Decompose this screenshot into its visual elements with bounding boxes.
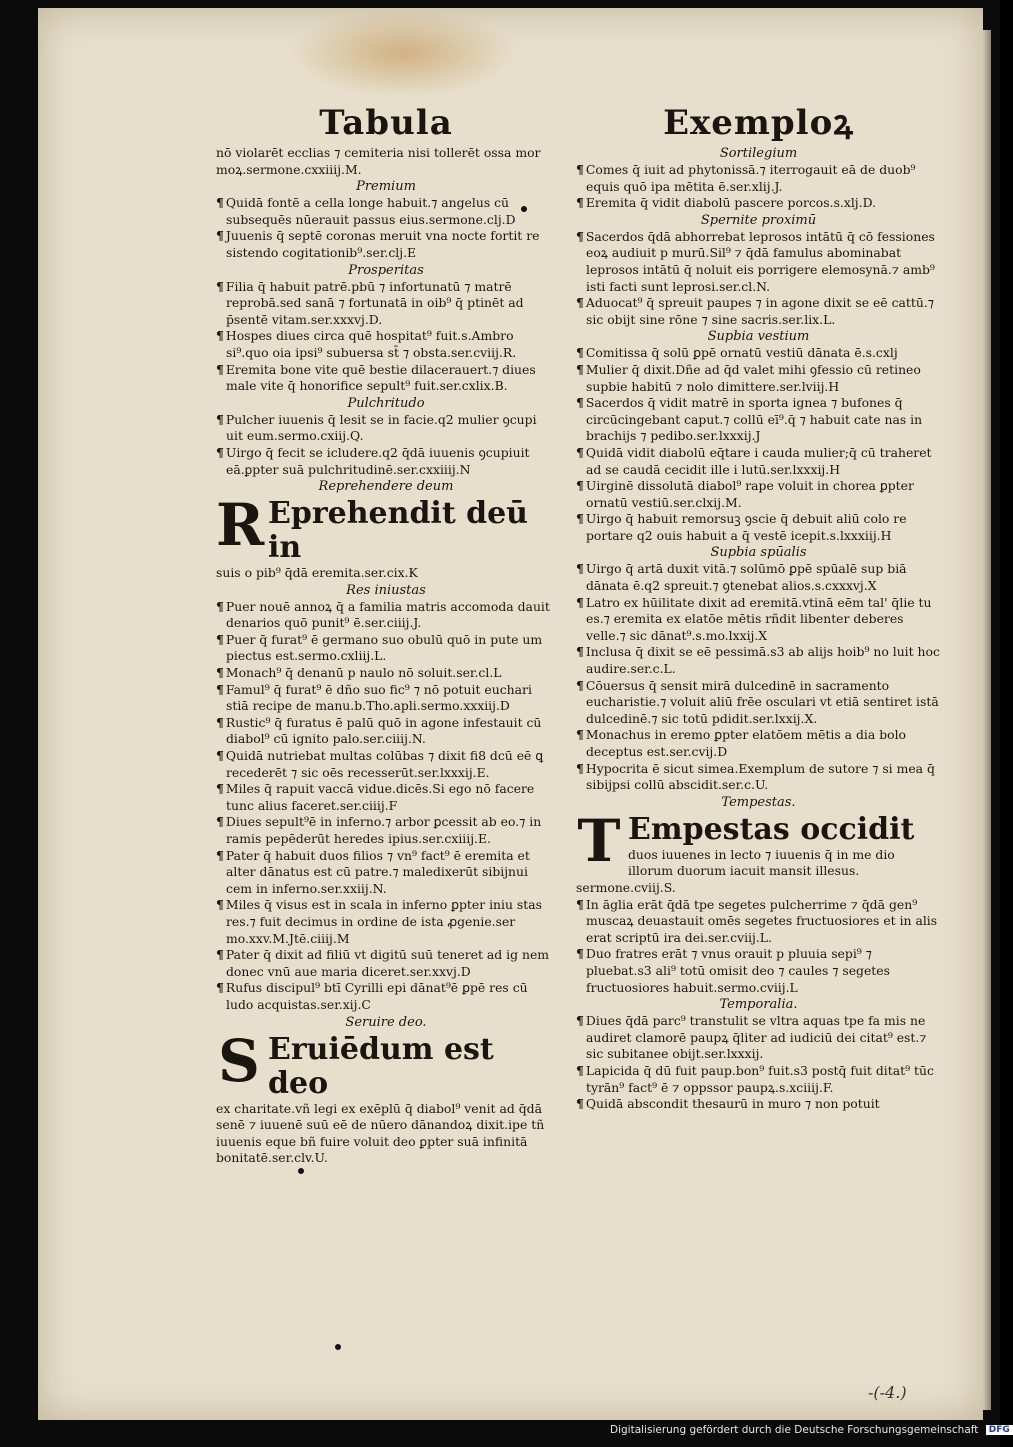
right-column xyxy=(576,103,941,1113)
large-heading-continuation: ex charitate.vñ legi ex exēplū q̄ diabol⁹ venit ad q̄dā senē ⁊ iuuenē suū eē de nūero dānandoꝝ dixit.ipe tñ iuuenis eque bñ fuire voluit deo ꝑpter suā infinitā bonitatē.ser.clv.U. xyxy=(216,1100,545,1166)
pilcrow-icon: ¶ xyxy=(216,278,224,294)
entry-text: Pulcher iuuenis q̄ lesit se in facie.q2 mulier ꝯcupi uit eum.sermo.cxiij.Q. xyxy=(225,411,537,444)
index-entry xyxy=(216,632,556,665)
large-heading-continuation: duos iuuenes in lecto ⁊ iuuenis q̄ in me dio illorum duorum iacuit mansit illesus. sermone.cviij.S. xyxy=(576,846,895,895)
pilcrow-icon: ¶ xyxy=(576,162,584,177)
index-entry xyxy=(576,761,941,794)
index-entry xyxy=(216,781,556,814)
running-head-left: Tabula xyxy=(319,103,453,143)
index-entry xyxy=(576,229,941,295)
entry-text: Diues sepult⁹ē in inferno.⁊ arbor ꝑcessit ab eo.⁊ in ramis pepēderūt heredes ipius.ser.cxiiij.E. xyxy=(225,814,542,846)
entry-text: Latro ex hūilitate dixit ad eremitā.vtinā eēm tal' q̄lie tu es.⁊ eremita ex elatōe mētis rñdit libenter deberes velle.⁊ sic dānat⁹.s.mo.lxxij.X xyxy=(585,594,932,643)
entry-text: Duo fratres erāt ⁊ vnus orauit p pluuia sepi⁹ ⁊ pluebat.s3 ali⁹ totū omisit deo ⁊ caules ⁊ segetes fructuosiores habuit.sermo.cviij.L xyxy=(585,946,890,995)
pilcrow-icon: ¶ xyxy=(576,1062,584,1078)
pilcrow-icon: ¶ xyxy=(216,228,224,244)
pilcrow-icon: ¶ xyxy=(216,411,224,427)
index-entry xyxy=(576,1063,941,1096)
section-title: Pulchritudo xyxy=(347,395,425,411)
pilcrow-icon: ¶ xyxy=(576,644,584,660)
entry-text: Aduocat⁹ q̄ spreuit paupes ⁊ in agone dixit se eē cattū.⁊ sic obijt sine rōne ⁊ sine sacris.ser.lix.L. xyxy=(585,295,934,327)
left-sections-a xyxy=(216,178,556,495)
pilcrow-icon: ¶ xyxy=(216,444,224,460)
text-line: nō violarēt ecclias ⁊ cemiteria nisi tollerēt ossa mor xyxy=(216,145,541,160)
pilcrow-icon: ¶ xyxy=(216,947,224,963)
index-entry xyxy=(576,561,941,594)
large-heading-text: Empestas occidit xyxy=(628,811,915,847)
section-title: Temporalia. xyxy=(719,997,798,1013)
text-line: moꝝ.sermone.cxxiiij.M. xyxy=(216,161,362,177)
entry-text: Quidā abscondit thesaurū in muro ⁊ non potuit xyxy=(585,1096,880,1112)
left-large-heading-1 xyxy=(216,491,556,582)
running-head-right: Exemploꝝ xyxy=(663,103,854,143)
pilcrow-icon: ¶ xyxy=(216,598,224,614)
pilcrow-icon: ¶ xyxy=(216,980,224,996)
pilcrow-icon: ¶ xyxy=(216,714,224,730)
section-title: Res iniustas xyxy=(346,582,426,598)
section-title: Supbia vestium xyxy=(707,329,810,345)
pilcrow-icon: ¶ xyxy=(576,727,584,743)
index-entry xyxy=(216,279,556,329)
pilcrow-icon: ¶ xyxy=(576,478,584,494)
index-entry xyxy=(576,295,941,328)
entry-text: In āglia erāt q̄dā tpe segetes pulcherrime ⁊ q̄dā gen⁹ muscaꝝ deuastauit omēs segetes fructuosiores et in alis erat scriptū ira dei.ser.cviij.L. xyxy=(585,896,938,945)
digitization-credit xyxy=(610,1424,1013,1436)
section-title: Reprehendere deum xyxy=(318,479,454,495)
entry-text: Lapicida q̄ dū fuit paup.bon⁹ fuit.s3 postq̄ fuit ditat⁹ tūc tyrān⁹ fact⁹ ē ⁊ oppssor paupꝝ.s.xciiij.F. xyxy=(585,1062,934,1095)
section-title: Seruire deo. xyxy=(345,1014,427,1030)
section-title: Premium xyxy=(356,179,416,195)
index-entry xyxy=(576,897,941,947)
index-entry xyxy=(576,395,941,445)
drop-initial: S xyxy=(218,1026,260,1095)
index-entry xyxy=(216,665,556,682)
pilcrow-icon: ¶ xyxy=(216,631,224,647)
entry-text: Monachus in eremo ꝑpter elatōem mētis a dia bolo deceptus est.ser.cvij.D xyxy=(585,727,907,759)
entry-text: Uirgo q̄ habuit remorsuꝫ ꝯscie q̄ debuit aliū colo re portare q2 ouis habuit a q̄ vestē icepit.s.lxxxiij.H xyxy=(585,511,907,543)
index-entry xyxy=(576,445,941,478)
index-entry xyxy=(216,748,556,781)
drop-initial: R xyxy=(216,491,265,560)
entry-text: Puer nouē annoꝝ q̄ a familia matris accomoda dauit denarios quō punit⁹ ē.ser.ciiij.J. xyxy=(225,598,550,631)
index-entry xyxy=(576,644,941,677)
entry-text: Filia q̄ habuit patrē.pbū ⁊ infortunatū ⁊ matrē reprobā.sed sanā ⁊ fortunatā in oib⁹ q̄ ptinēt ad p̄sentē vitam.ser.xxxvj.D. xyxy=(225,278,524,327)
index-entry xyxy=(576,345,941,362)
index-entry xyxy=(576,1013,941,1063)
pilcrow-icon: ¶ xyxy=(576,195,584,211)
index-entry xyxy=(576,478,941,511)
index-entry xyxy=(576,362,941,395)
entry-text: Comitissa q̄ solū ꝑpē ornatū vestiū dānata ē.s.cxlj xyxy=(585,345,898,361)
entry-text: Juuenis q̄ septē coronas meruit vna nocte fortit re sistendo cogitationib⁹.ser.clj.E xyxy=(225,228,540,260)
pilcrow-icon: ¶ xyxy=(576,1013,584,1029)
page-edge xyxy=(983,30,991,1410)
entry-text: Rufus discipul⁹ btī Cyrilli epi dānat⁹ē ꝑpē res cū ludo acquistas.ser.xij.C xyxy=(225,980,528,1012)
entry-text: Hypocrita ē sicut simea.Exemplum de sutore ⁊ si mea q̄ sibijpsi collū abscidit.ser.c.U. xyxy=(585,760,935,793)
pilcrow-icon: ¶ xyxy=(216,681,224,697)
pilcrow-icon: ¶ xyxy=(576,760,584,776)
section-title: Spernite proximū xyxy=(700,212,817,228)
index-entry xyxy=(216,947,556,980)
pilcrow-icon: ¶ xyxy=(576,345,584,361)
entry-text: Comes q̄ iuit ad phytonissā.⁊ iterrogauit eā de duob⁹ equis quō ipa mētita ē.ser.xlij.J. xyxy=(585,162,916,194)
entry-text: Hospes diues circa quē hospitat⁹ fuit.s.Ambro si⁹.quo oia ipsi⁹ subuersa st̄ ⁊ obsta.ser.cviij.R. xyxy=(225,328,517,360)
entry-text: Uirgo q̄ artā duxit vitā.⁊ solūmō ꝑpē spūalē sup biā dānata ē.q2 spreuit.⁊ ꝯtenebat alios.s.cxxxvj.X xyxy=(585,561,907,594)
pilcrow-icon: ¶ xyxy=(576,896,584,912)
left-large-heading-2 xyxy=(216,1026,556,1167)
pilcrow-icon: ¶ xyxy=(216,847,224,863)
entry-text: Mulier q̄ dixit.Dñe ad q̄d valet mihi ꝯfessio cū retineo supbie habitū ⁊ nolo dimittere.ser.lviij.H xyxy=(585,361,921,394)
pilcrow-icon: ¶ xyxy=(576,1096,584,1112)
index-entry xyxy=(216,195,556,228)
pilcrow-icon: ¶ xyxy=(576,228,584,244)
pilcrow-icon: ¶ xyxy=(216,195,224,211)
index-entry xyxy=(576,195,941,212)
entry-text: Sacerdos q̄ vidit matrē in sporta ignea ⁊ bufones q̄ circūcingebant caput.⁊ collū eī⁹.q̄ ⁊ habuit cate nas in brachijs ⁊ pedibo.ser.lxxxij.J xyxy=(585,395,923,444)
entry-text: Pater q̄ dixit ad filiū vt digitū suū teneret ad ig nem donec vnū aue maria diceret.ser.xxvj.D xyxy=(225,947,550,979)
index-entry xyxy=(216,715,556,748)
entry-text: Miles q̄ visus est in scala in inferno ꝑpter iniu stas res.⁊ fuit decimus in ordine de ista ꝓgenie.ser mo.xxv.M.Jtē.ciiij.M xyxy=(225,897,542,946)
section-title: Tempestas. xyxy=(721,794,796,810)
index-entry xyxy=(216,328,556,361)
left-sections-b xyxy=(216,582,556,1031)
entry-text: Eremita q̄ vidit diabolū pascere porcos.s.xlj.D. xyxy=(585,195,877,211)
pilcrow-icon: ¶ xyxy=(216,814,224,830)
index-entry xyxy=(216,814,556,847)
entry-text: Rustic⁹ q̄ furatus ē palū quō in agone infestauit cū diabol⁹ cū ignito palo.ser.ciiij.N. xyxy=(225,714,542,747)
index-entry xyxy=(576,678,941,728)
index-entry xyxy=(216,362,556,395)
pilcrow-icon: ¶ xyxy=(576,677,584,693)
entry-text: Puer q̄ furat⁹ ē germano suo obulū quō in pute um piectus est.sermo.cxliij.L. xyxy=(225,631,543,664)
large-heading-text: Eprehendit deū in xyxy=(268,496,528,566)
section-title: Sortilegium xyxy=(719,146,798,161)
large-heading-text: Eruiēdum est deo xyxy=(268,1031,494,1101)
pilcrow-icon: ¶ xyxy=(216,361,224,377)
dfg-logo: DFG xyxy=(986,1425,1013,1435)
index-entry xyxy=(576,511,941,544)
pilcrow-icon: ¶ xyxy=(576,361,584,377)
folio-number: -(-4.) xyxy=(868,1383,907,1402)
section-title: Prosperitas xyxy=(348,262,424,278)
water-stain xyxy=(288,8,518,98)
index-entry xyxy=(576,162,941,195)
pilcrow-icon: ¶ xyxy=(576,561,584,577)
pilcrow-icon: ¶ xyxy=(576,444,584,460)
index-entry xyxy=(216,897,556,947)
index-entry xyxy=(576,595,941,645)
drop-initial: T xyxy=(577,806,621,875)
index-entry xyxy=(216,682,556,715)
pilcrow-icon: ¶ xyxy=(216,665,224,681)
entry-text: Miles q̄ rapuit vaccā vidue.dicēs.Si ego nō facere tunc alius faceret.ser.ciiij.F xyxy=(225,781,535,813)
entry-text: Quidā vidit diabolū eq̄tare i cauda mulier;q̄ cū traheret ad se caudā cecidit ille i lutū.ser.lxxxij.H xyxy=(585,444,932,477)
right-sections-a xyxy=(576,145,941,811)
entry-text: Monach⁹ q̄ denanū p naulo nō soluit.ser.cl.L xyxy=(225,665,502,681)
index-entry xyxy=(576,946,941,996)
entry-text: Uirginē dissolutā diabol⁹ rape voluit in chorea ꝑpter ornatū vestiū.ser.clxij.M. xyxy=(585,478,914,510)
entry-text: Diues q̄dā parc⁹ transtulit se vltra aquas tpe fa mis ne audiret clamorē paupꝝ q̄liter ad iudiciū dei citat⁹ est.⁊ sic subitanee obijt.ser.lxxxij. xyxy=(585,1013,927,1062)
large-heading-continuation: suis o pib⁹ q̄dā eremita.ser.cix.K xyxy=(216,565,418,581)
entry-text: Uirgo q̄ fecit se icludere.q2 q̄dā iuuenis ꝯcupiuit eā.ꝑpter suā pulchritudinē.ser.cxxiiij.N xyxy=(225,444,530,477)
pilcrow-icon: ¶ xyxy=(216,897,224,913)
pilcrow-icon: ¶ xyxy=(216,748,224,764)
index-entry xyxy=(216,980,556,1013)
left-top-lines xyxy=(216,145,556,178)
index-entry xyxy=(576,727,941,760)
pilcrow-icon: ¶ xyxy=(216,328,224,344)
left-column xyxy=(216,103,556,1167)
entry-text: Famul⁹ q̄ furat⁹ ē dño suo fic⁹ ⁊ nō potuit euchari stiā recipe de manu.b.Tho.apli.sermo.xxxiij.D xyxy=(225,681,532,714)
ink-dot xyxy=(298,1168,304,1174)
index-entry xyxy=(576,1096,941,1113)
pilcrow-icon: ¶ xyxy=(216,781,224,797)
pilcrow-icon: ¶ xyxy=(576,395,584,411)
index-entry xyxy=(216,848,556,898)
index-entry xyxy=(216,445,556,478)
pilcrow-icon: ¶ xyxy=(576,511,584,527)
right-large-heading-1 xyxy=(576,806,941,897)
entry-text: Pater q̄ habuit duos filios ⁊ vn⁹ fact⁹ ē eremita et alter dānatus est cū patre.⁊ maledixerūt sibijnui cem in inferno.ser.xxiij.N. xyxy=(225,847,530,896)
entry-text: Sacerdos q̄dā abhorrebat leprosos intātū q̄ cō fessiones eoꝝ audiuit p murū.Sil⁹ ⁊ q̄dā famulus abominabat leprosos intātū q̄ noluit eis porrigere elemosynā.⁊ amb⁹ isti facti sunt leprosi.ser.cl.N. xyxy=(585,228,935,294)
credit-text: Digitalisierung gefördert durch die Deutsche Forschungsgemeinschaft xyxy=(610,1424,979,1436)
entry-text: Quidā fontē a cella longe habuit.⁊ angelus cū subsequēs nūerauit passus eius.sermone.clj.D xyxy=(225,195,516,227)
index-entry xyxy=(216,412,556,445)
index-entry xyxy=(216,228,556,261)
book-page xyxy=(38,8,983,1420)
ink-dot xyxy=(521,206,527,212)
pilcrow-icon: ¶ xyxy=(576,594,584,610)
entry-text: Quidā nutriebat multas colūbas ⁊ dixit fi8 dcū eē ꝗ recederēt ⁊ sic oēs recesserūt.ser.lxxxij.E. xyxy=(225,748,544,780)
ink-dot xyxy=(335,1344,341,1350)
index-entry xyxy=(216,599,556,632)
pilcrow-icon: ¶ xyxy=(576,295,584,311)
entry-text: Cōuersus q̄ sensit mirā dulcedinē in sacramento eucharistie.⁊ voluit aliū frēe osculari vt etiā sentiret istā dulcedinē.⁊ sic totū pdidit.ser.lxxij.X. xyxy=(585,677,939,726)
pilcrow-icon: ¶ xyxy=(576,946,584,962)
section-title: Supbia spūalis xyxy=(710,545,807,561)
entry-text: Inclusa q̄ dixit se eē pessimā.s3 ab alijs hoib⁹ no luit hoc audire.ser.c.L. xyxy=(585,644,940,677)
entry-text: Eremita bone vite quē bestie dilacerauert.⁊ diues male vite q̄ honorifice sepult⁹ fuit.ser.cxlix.B. xyxy=(225,361,536,394)
right-sections-b xyxy=(576,897,941,1113)
